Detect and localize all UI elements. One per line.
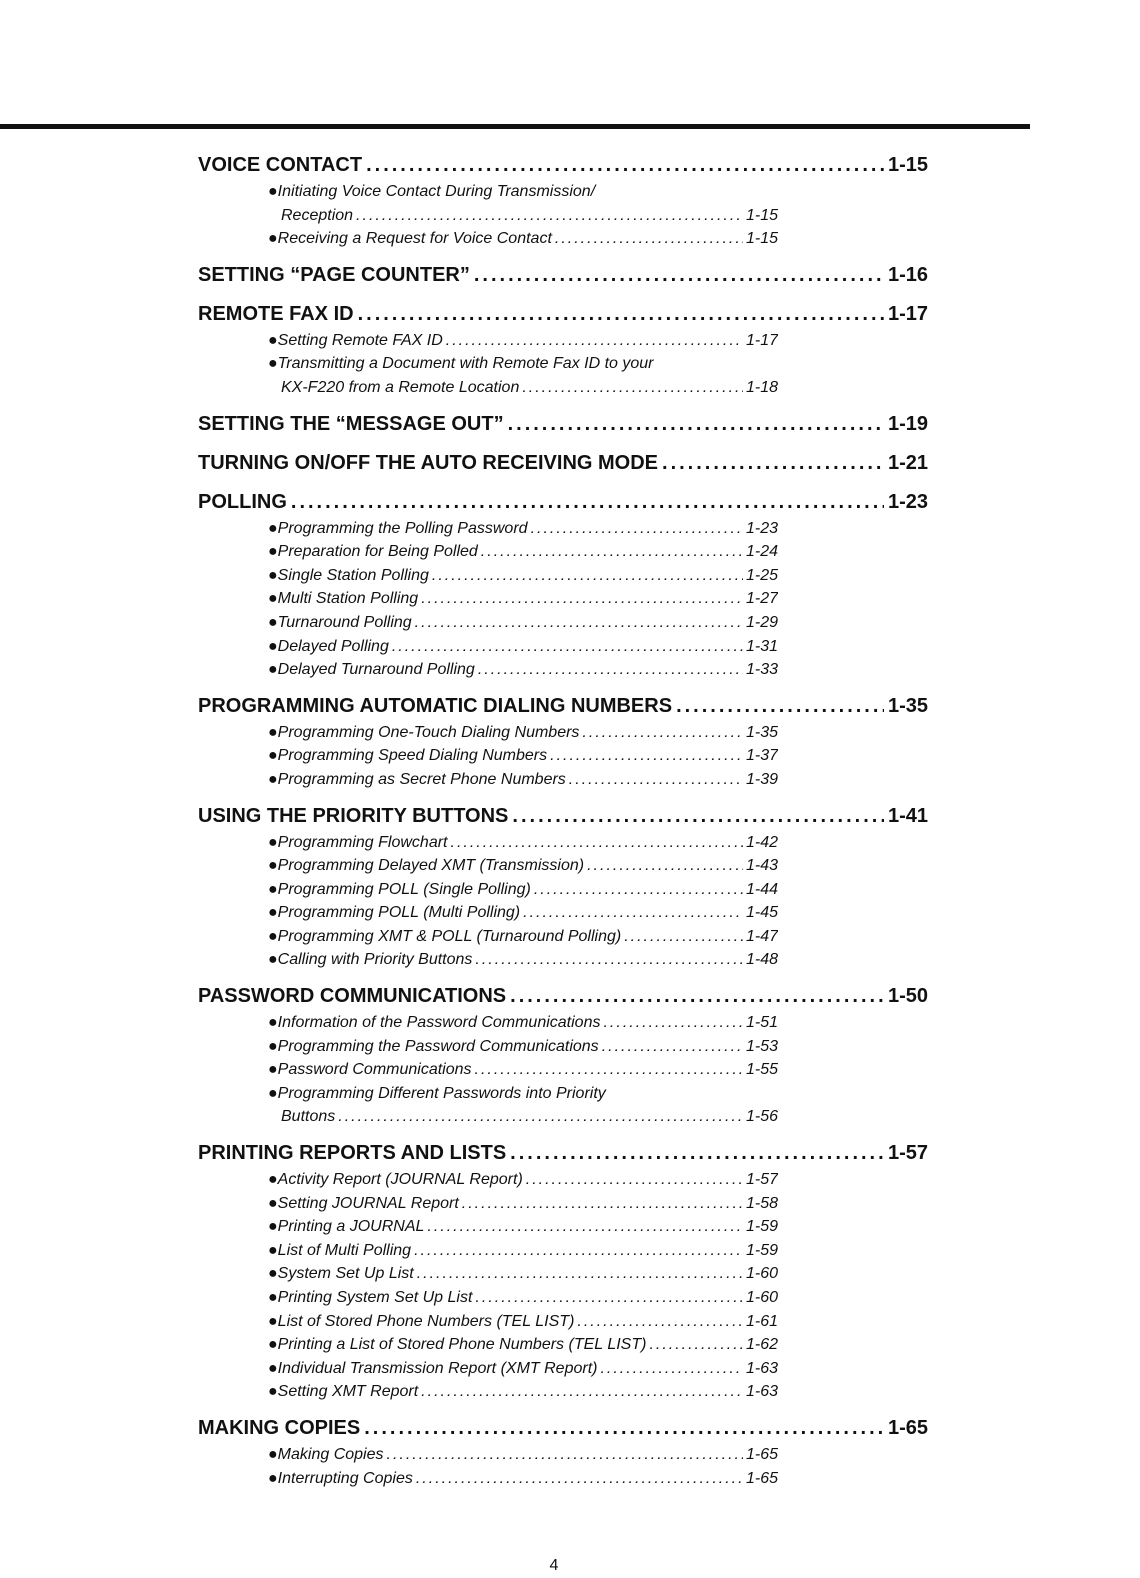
dot-leader [624,925,743,949]
toc-subentry [268,831,778,855]
toc-section [198,691,928,801]
dot-leader [427,1215,743,1239]
toc-subentries [198,517,778,682]
toc-heading-title: MAKING COPIES [198,1416,361,1439]
toc-subentry [268,948,778,972]
toc-heading-title: TURNING ON/OFF THE AUTO RECEIVING MODE [198,451,659,474]
toc-subentry [268,1310,778,1334]
dot-leader [387,1443,743,1467]
toc-subentry [268,204,778,228]
toc-subentry-page: 1-59 [745,1241,778,1259]
toc-subentry-title: ●Printing a List of Stored Phone Numbers (TEL LIST) [268,1336,647,1354]
toc-subentry-page: 1-15 [745,230,778,248]
dot-leader [526,1168,743,1192]
toc-heading-title: USING THE PRIORITY BUTTONS [198,804,509,827]
dot-leader [603,1011,742,1035]
toc-subentry-page: 1-43 [745,857,778,875]
toc-subentry-title: ●Receiving a Request for Voice Contact [268,230,552,248]
toc-heading-page: 1-35 [887,694,928,717]
toc-subentry-page: 1-44 [745,880,778,898]
toc-subentry-page: 1-37 [745,747,778,765]
toc-subentry [268,658,778,682]
toc-heading-title: PRINTING REPORTS AND LISTS [198,1142,507,1165]
toc-subentry-page: 1-31 [745,637,778,655]
toc-subentry-title: ●Individual Transmission Report (XMT Report) [268,1359,598,1377]
toc-subentry [268,1168,778,1192]
toc-subentry-page: 1-24 [745,543,778,561]
dot-leader [451,831,743,855]
toc-heading [198,487,928,517]
dot-leader [474,260,884,290]
toc-subentry [268,1286,778,1310]
toc-subentry-page: 1-56 [745,1108,778,1126]
toc-subentry-title: ●List of Stored Phone Numbers (TEL LIST) [268,1312,575,1330]
toc-subentry-title: ●Programming One-Touch Dialing Numbers [268,723,580,741]
dot-leader [416,1467,743,1491]
toc-section [198,150,928,260]
toc-subentry-title: ●Programming XMT & POLL (Turnaround Polling) [268,927,622,945]
dot-leader [338,1105,743,1129]
toc-subentry-title: ●Activity Report (JOURNAL Report) [268,1171,523,1189]
toc-section [198,981,928,1138]
toc-subentry [268,854,778,878]
dot-leader [510,1138,884,1168]
toc-heading [198,691,928,721]
section-gap [198,290,928,299]
dot-leader [462,1192,743,1216]
toc-heading-page: 1-50 [887,985,928,1008]
toc-subentry-page: 1-48 [745,951,778,969]
dot-leader [475,1058,743,1082]
toc-heading-title: PROGRAMMING AUTOMATIC DIALING NUMBERS [198,694,673,717]
dot-leader [522,376,743,400]
toc-heading [198,150,928,180]
toc-subentry-page: 1-45 [745,904,778,922]
toc-subentry-title: ●Programming POLL (Multi Polling) [268,904,521,922]
dot-leader [291,487,884,517]
toc-subentry [268,1192,778,1216]
section-gap [198,400,928,409]
toc-subentry-page: 1-23 [745,519,778,537]
toc-subentries [198,180,778,251]
dot-leader [417,1262,743,1286]
toc-subentry [268,1239,778,1263]
toc-subentry-title: ●Preparation for Being Polled [268,543,478,561]
toc-section [198,299,928,409]
toc-subentry [268,1380,778,1404]
dot-leader [432,564,743,588]
toc-subentry-page: 1-42 [745,833,778,851]
page-number: 4 [549,1557,559,1574]
toc-subentry [268,611,778,635]
toc-heading [198,1138,928,1168]
toc-subentry [268,180,778,204]
toc-subentry-page: 1-58 [745,1194,778,1212]
toc-subentry-title: ●Programming Flowchart [268,833,448,851]
section-gap [198,682,928,691]
toc-subentry-page: 1-25 [745,566,778,584]
dot-leader [523,901,743,925]
toc-subentry-page: 1-61 [745,1312,778,1330]
toc-subentry-title: ●Password Communications [268,1061,472,1079]
toc-heading [198,409,928,439]
toc-subentry-page: 1-55 [745,1061,778,1079]
section-gap [198,1404,928,1413]
toc-heading [198,260,928,290]
toc-subentry-page: 1-47 [745,927,778,945]
dot-leader [358,299,884,329]
toc-subentry-title: Buttons [281,1108,336,1126]
section-gap [198,439,928,448]
toc-subentry-title: ●Setting Remote FAX ID [268,331,443,349]
toc-heading-page: 1-57 [887,1142,928,1165]
toc-subentries [198,831,778,973]
toc-section [198,409,928,448]
toc-subentry [268,1082,778,1106]
toc-subentry-page: 1-63 [745,1383,778,1401]
dot-leader [555,227,743,251]
toc-heading [198,981,928,1011]
toc-subentry [268,1215,778,1239]
toc-subentry [268,352,778,376]
dot-leader [649,1333,743,1357]
dot-leader [510,981,884,1011]
toc-subentry-page: 1-27 [745,590,778,608]
toc-subentry-title: ●Setting XMT Report [268,1383,419,1401]
toc-subentry-title: ●System Set Up List [268,1265,414,1283]
toc-subentry-title: ●Programming the Polling Password [268,519,528,537]
dot-leader [550,744,743,768]
toc-heading [198,299,928,329]
dot-leader [421,1380,743,1404]
section-gap [198,1490,928,1499]
section-gap [198,972,928,981]
toc-heading-page: 1-17 [887,302,928,325]
dot-leader [356,204,743,228]
dot-leader [602,1035,743,1059]
dot-leader [531,517,743,541]
toc-section [198,260,928,299]
dot-leader [366,150,884,180]
toc-subentry-title: Reception [281,206,354,224]
section-gap [198,478,928,487]
toc-section [198,1413,928,1499]
dot-leader [508,409,884,439]
toc-heading-title: SETTING “PAGE COUNTER” [198,263,470,286]
toc-subentry-page: 1-17 [745,331,778,349]
toc-subentry-title: ●Programming Different Passwords into Priority [268,1084,606,1102]
toc-heading-page: 1-65 [887,1416,928,1439]
toc-subentries [198,1443,778,1490]
toc-subentry-page: 1-33 [745,661,778,679]
toc-subentry-title: ●Information of the Password Communications [268,1014,601,1032]
dot-leader [676,691,884,721]
dot-leader [534,878,743,902]
toc-subentry-title: ●Multi Station Polling [268,590,419,608]
toc-heading-title: POLLING [198,490,287,513]
toc-heading-page: 1-23 [887,490,928,513]
toc-subentry-page: 1-63 [745,1359,778,1377]
toc-subentry-page: 1-39 [745,770,778,788]
toc-subentry-title: ●Turnaround Polling [268,613,412,631]
toc-heading-title: REMOTE FAX ID [198,302,354,325]
toc-subentry-page: 1-60 [745,1265,778,1283]
toc-subentry [268,1035,778,1059]
toc-subentries [198,329,778,400]
dot-leader [577,1310,743,1334]
toc-section [198,1138,928,1413]
toc-subentry-title: ●Printing a JOURNAL [268,1218,425,1236]
dot-leader [481,540,743,564]
toc-subentry [268,376,778,400]
toc-subentry-page: 1-57 [745,1171,778,1189]
toc-subentry [268,1262,778,1286]
toc-subentry-title: ●Single Station Polling [268,566,429,584]
toc-subentry-page: 1-59 [745,1218,778,1236]
dot-leader [478,658,743,682]
toc-subentry [268,768,778,792]
toc-subentry-page: 1-65 [745,1469,778,1487]
toc-subentry-title: KX-F220 from a Remote Location [281,378,520,396]
section-gap [198,251,928,260]
toc-section [198,487,928,691]
toc-subentry-title: ●Interrupting Copies [268,1469,413,1487]
dot-leader [582,721,743,745]
dot-leader [364,1413,884,1443]
toc-subentry-title: ●Programming Speed Dialing Numbers [268,747,548,765]
toc-subentry-page: 1-29 [745,613,778,631]
toc-heading [198,1413,928,1443]
toc-subentry-title: ●Delayed Turnaround Polling [268,661,475,679]
toc-heading [198,801,928,831]
toc-subentry-page: 1-65 [745,1445,778,1463]
toc-subentry-title: ●List of Multi Polling [268,1241,412,1259]
toc-subentry [268,1467,778,1491]
dot-leader [446,329,743,353]
toc-subentry-page: 1-35 [745,723,778,741]
toc-subentry-page: 1-51 [745,1014,778,1032]
toc-subentry [268,329,778,353]
toc-section [198,448,928,487]
toc-subentry-page: 1-62 [745,1336,778,1354]
toc-subentry-title: ●Initiating Voice Contact During Transmission/ [268,183,596,200]
toc-subentry [268,1443,778,1467]
toc-subentry-title: ●Delayed Polling [268,637,389,655]
toc-subentry [268,564,778,588]
toc-subentry [268,1105,778,1129]
dot-leader [415,611,743,635]
toc-subentry [268,925,778,949]
section-gap [198,1129,928,1138]
toc-subentry-title: ●Programming as Secret Phone Numbers [268,770,566,788]
dot-leader [512,801,884,831]
toc-subentry-title: ●Setting JOURNAL Report [268,1194,459,1212]
toc-subentry-title: ●Printing System Set Up List [268,1289,473,1306]
dot-leader [662,448,884,478]
toc-subentry-title: ●Programming POLL (Single Polling) [268,880,531,898]
toc-subentry [268,1333,778,1357]
dot-leader [587,854,743,878]
toc-subentry-page: 1-18 [745,378,778,396]
toc-subentry-title: ●Calling with Priority Buttons [268,951,473,969]
toc-subentry [268,901,778,925]
toc-heading-page: 1-19 [887,412,928,435]
toc-subentry [268,878,778,902]
toc-subentry [268,721,778,745]
toc-subentries [198,1168,778,1404]
toc-subentry [268,635,778,659]
table-of-contents [198,150,928,1499]
toc-subentry-title: ●Making Copies [268,1445,384,1463]
dot-leader [569,768,743,792]
toc-heading-page: 1-21 [887,451,928,474]
dot-leader [392,635,743,659]
toc-subentry [268,540,778,564]
dot-leader [475,948,743,972]
toc-heading-title: PASSWORD COMMUNICATIONS [198,985,507,1008]
toc-heading-page: 1-16 [887,263,928,286]
toc-heading-page: 1-15 [887,154,928,176]
dot-leader [421,587,743,611]
toc-subentry [268,1357,778,1381]
dot-leader [414,1239,743,1263]
toc-subentry [268,517,778,541]
toc-subentry [268,227,778,251]
toc-subentry-page: 1-53 [745,1037,778,1055]
toc-subentry-title: ●Programming the Password Communications [268,1037,599,1055]
header-rule [0,124,1030,129]
toc-heading-page: 1-41 [887,804,928,827]
toc-subentry [268,1011,778,1035]
toc-subentry-title: ●Programming Delayed XMT (Transmission) [268,857,585,875]
toc-heading [198,448,928,478]
toc-subentries [198,1011,778,1129]
toc-subentry-page: 1-15 [745,206,778,224]
toc-subentry-page: 1-60 [745,1289,778,1306]
toc-subentry [268,1058,778,1082]
toc-subentry-title: ●Transmitting a Document with Remote Fax ID to your [268,355,654,373]
section-gap [198,792,928,801]
toc-heading-title: VOICE CONTACT [198,154,363,176]
toc-subentry [268,587,778,611]
toc-section [198,801,928,982]
toc-subentries [198,721,778,792]
toc-subentry [268,744,778,768]
toc-heading-title: SETTING THE “MESSAGE OUT” [198,412,504,435]
dot-leader [600,1357,743,1381]
dot-leader [475,1286,743,1310]
